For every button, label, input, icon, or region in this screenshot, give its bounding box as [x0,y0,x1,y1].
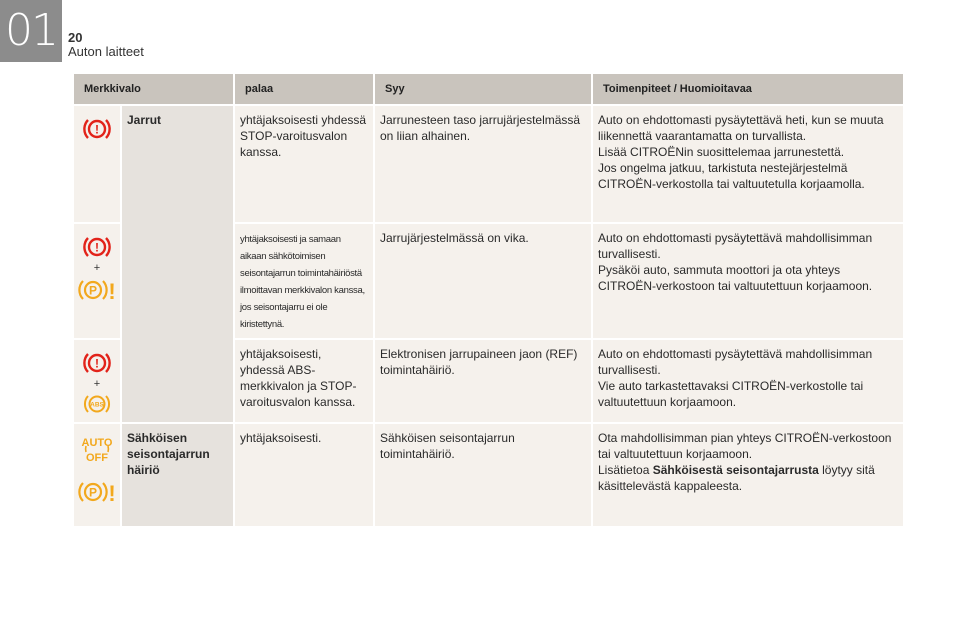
warning-light-cell [74,422,122,526]
auto-off-icon [80,434,114,464]
chapter-title: Auton laitteet [68,44,144,59]
page-number: 20 [68,30,83,45]
warning-light-cell [74,104,122,222]
svg-text:!: ! [95,240,99,255]
brake-warning-icon [82,116,112,142]
note-bold-link-text: Sähköisestä seisontajarrusta [652,463,819,477]
warning-light-cell [74,222,122,338]
action-line: Auto on ehdottomasti pysäytettävä mahdollisimman turvallisesti. [598,347,873,377]
action-line: Lisää CITROËNin suosittelemaa jarrunestettä. [598,145,845,159]
svg-text:P: P [88,485,98,500]
toimenpiteet-cell [593,338,903,422]
svg-text:!: ! [95,356,99,371]
svg-text:AUTO: AUTO [81,437,113,449]
warning-light-cell [74,338,122,422]
abs-icon [82,392,112,416]
palaa-cell: yhtäjaksoisesti, yhdessä ABS-merkkivalon ja STOP-varoitusvalon kanssa. [235,338,375,422]
svg-text:!: ! [108,481,116,506]
toimenpiteet-cell [593,422,903,526]
action-line: Jos ongelma jatkuu, tarkistuta nestejärjestelmä CITROËN-verkostolla tai valtuutetulla korjaamolla. [598,161,865,191]
note-suffix: löytyy sitä käsittelevästä kappaleesta. [598,463,875,493]
syy-cell: Elektronisen jarrupaineen jaon (REF) toimintahäiriö. [375,338,593,422]
system-name-seisontajarru: Sähköisen seisontajarrun häiriö [122,422,235,526]
action-line: Auto on ehdottomasti pysäytettävä mahdollisimman turvallisesti. [598,231,873,261]
warning-light-table [74,74,903,526]
toimenpiteet-cell [593,104,903,222]
parking-brake-fault-icon [76,276,118,304]
column-header-toimenpiteet: Toimenpiteet / Huomioitavaa [593,74,903,104]
column-header-merkkivalo: Merkkivalo [74,74,235,104]
column-header-palaa: palaa [235,74,375,104]
action-line: Ota mahdollisimman pian yhteys CITROËN-verkostoon tai valtuutettuun korjaamoon. [598,431,892,461]
palaa-cell: yhtäjaksoisesti yhdessä STOP-varoitusvalon kanssa. [235,104,375,222]
column-header-syy: Syy [375,74,593,104]
system-name-jarrut: Jarrut [122,104,235,422]
palaa-text: yhtäjaksoisesti ja samaan aikaan sähkötoimisen seisontajarrun toimintahäiriöstä ilmoittavan merkkivalon kanssa, jos seisontajarru ei ole kiristettynä. [240,234,365,330]
svg-text:!: ! [108,279,116,304]
syy-cell: Jarrunesteen taso jarrujärjestelmässä on liian alhainen. [375,104,593,222]
table-header-row [74,74,903,104]
note-prefix: Lisätietoa [598,463,653,477]
svg-text:P: P [88,283,98,298]
svg-text:OFF: OFF [86,452,108,464]
brake-warning-icon [82,234,112,260]
action-line: Auto on ehdottomasti pysäytettävä heti, kun se muuta liikennettä vaarantamatta on turvallista. [598,113,884,143]
palaa-cell [235,222,375,338]
toimenpiteet-cell [593,222,903,338]
syy-cell: Sähköisen seisontajarrun toimintahäiriö. [375,422,593,526]
parking-brake-fault-icon [76,478,118,506]
chapter-number: 01 [0,0,62,62]
action-note [598,462,897,494]
table-row [74,422,903,526]
svg-text:ABS: ABS [90,401,104,409]
plus-sign: + [93,262,101,274]
svg-text:!: ! [95,122,99,137]
table-row [74,104,903,222]
action-line: Vie auto tarkastettavaksi CITROËN-verkostolle tai valtuutettuun korjaamoon. [598,379,864,409]
action-line: Pysäköi auto, sammuta moottori ja ota yhteys CITROËN-verkostoon tai valtuutettuun korjaamoon. [598,263,873,293]
syy-cell: Jarrujärjestelmässä on vika. [375,222,593,338]
brake-warning-icon [82,350,112,376]
palaa-cell: yhtäjaksoisesti. [235,422,375,526]
plus-sign: + [93,378,101,390]
